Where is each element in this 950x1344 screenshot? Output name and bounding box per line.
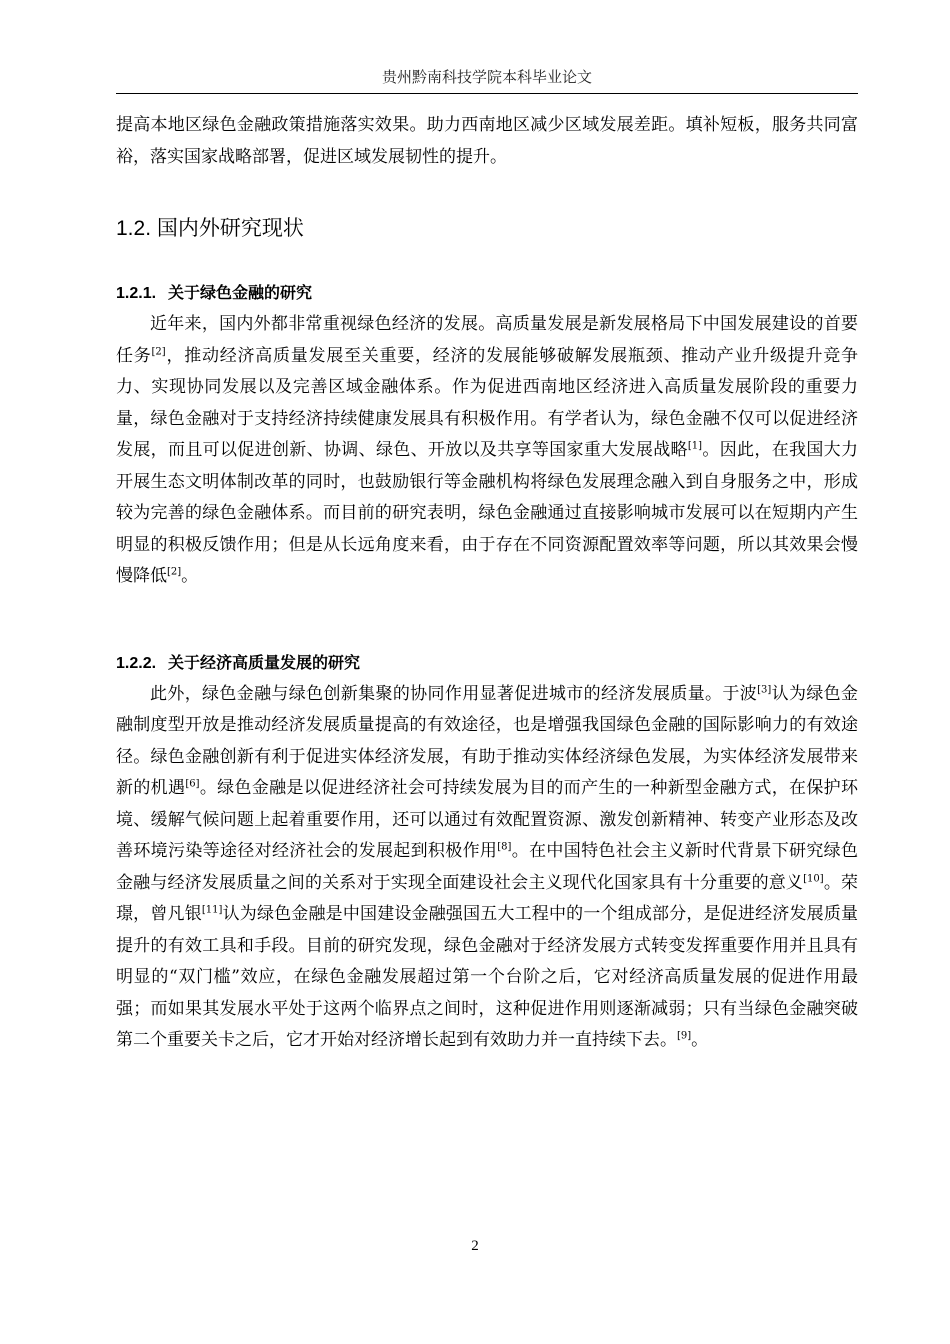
subsection-title: 关于绿色金融的研究 (168, 285, 313, 302)
text-run: 。荣璟，曾凡银 (116, 872, 859, 924)
paragraph-high-quality-development (116, 679, 858, 1057)
subsection-number: 1.2.1. (116, 285, 157, 302)
citation: [3] (757, 683, 772, 695)
text-run: 。 (181, 566, 199, 586)
citation: [6] (185, 778, 200, 790)
section-heading (116, 213, 858, 245)
citation: [2] (151, 345, 166, 357)
subsection-heading-2 (116, 649, 858, 679)
text-run: 此外，绿色金融与绿色创新集聚的协同作用显著促进城市的经济发展质量。于波 (150, 683, 758, 704)
page-number: 2 (471, 1238, 479, 1254)
subsection-heading-1 (116, 279, 858, 309)
text-run: 近年来，国内外都非常重视绿色经济的发展。高质量发展是新发展格局下中国发展建设的首要任务 (116, 314, 858, 366)
text-run: 。在中国特色社会主义新时代背景下研究绿色金融与经济发展质量之间的关系对于实现全面建设社会主义现代化国家具有十分重要的意义 (116, 841, 859, 893)
text-run: 。 (691, 1030, 709, 1050)
citation: [2] (167, 566, 182, 578)
citation: [1] (687, 440, 703, 452)
text-run: 认为绿色金融是中国建设金融强国五大工程中的一个组成部分，是促进经济发展质量提升的有效工具和手段。目前的研究发现，绿色金融对于经济发展方式转变发挥重要作用并且具有明显的“双门槛”效应，在绿色金融发展超过第一个台阶之后，它对经济高质量发展的促进作用最强；而如果其发展水平处于这两个临界点之间时，这种促进作用则逐渐减弱；只有当绿色金融突破第二个重要关卡之后，它才开始对经济增长起到有效助力并一直持续下去。 (116, 904, 858, 1050)
subsection-title: 关于经济高质量发展的研究 (168, 654, 361, 672)
citation: [11] (201, 904, 223, 916)
citation: [9] (677, 1030, 692, 1042)
body-text (116, 110, 858, 1057)
header-rule (116, 93, 858, 94)
citation: [10] (803, 872, 824, 884)
text-run: 。因此，在我国大力开展生态文明体制改革的同时，也鼓励银行等金融机构将绿色发展理念融入到自身服务之中，形成较为完善的绿色金融体系。而目前的研究表明，绿色金融通过直接影响城市发展可以在短期内产生明显的积极反馈作用；但是从长远角度来看，由于存在不同资源配置效率等问题，所以其效果会慢慢降低 (116, 440, 859, 586)
text-run: 。绿色金融是以促进经济社会可持续发展为目的而产生的一种新型金融方式，在保护环境、缓解气候问题上起着重要作用，还可以通过有效配置资源、激发创新精神、转变产业形态及改善环境污染等途径对经济社会的发展起到积极作用 (116, 778, 859, 861)
section-number: 1.2. (116, 217, 152, 240)
intro-paragraph: 提高本地区绿色金融政策措施落实效果。助力西南地区减少区域发展差距。填补短板，服务共同富裕，落实国家战略部署，促进区域发展韧性的提升。 (116, 115, 858, 167)
section-title: 国内外研究现状 (156, 217, 304, 240)
text-run: 认为绿色金融制度型开放是推动经济发展质量提高的有效途径，也是增强我国绿色金融的国际影响力的有效途径。绿色金融创新有利于促进实体经济发展，有助于推动实体经济绿色发展，为实体经济发展带来新的机遇 (116, 683, 859, 798)
running-header: 贵州黔南科技学院本科毕业论文 (381, 68, 592, 86)
citation: [8] (497, 841, 512, 853)
paragraph-green-finance (116, 309, 858, 593)
text-run: ，推动经济高质量发展至关重要，经济的发展能够破解发展瓶颈、推动产业升级提升竞争力、实现协同发展以及完善区域金融体系。作为促进西南地区经济进入高质量发展阶段的重要力量，绿色金融对于支持经济持续健康发展具有积极作用。有学者认为，绿色金融不仅可以促进经济发展，而且可以促进创新、协调、绿色、开放以及共享等国家重大发展战略 (116, 345, 859, 460)
subsection-number: 1.2.2. (116, 654, 157, 672)
